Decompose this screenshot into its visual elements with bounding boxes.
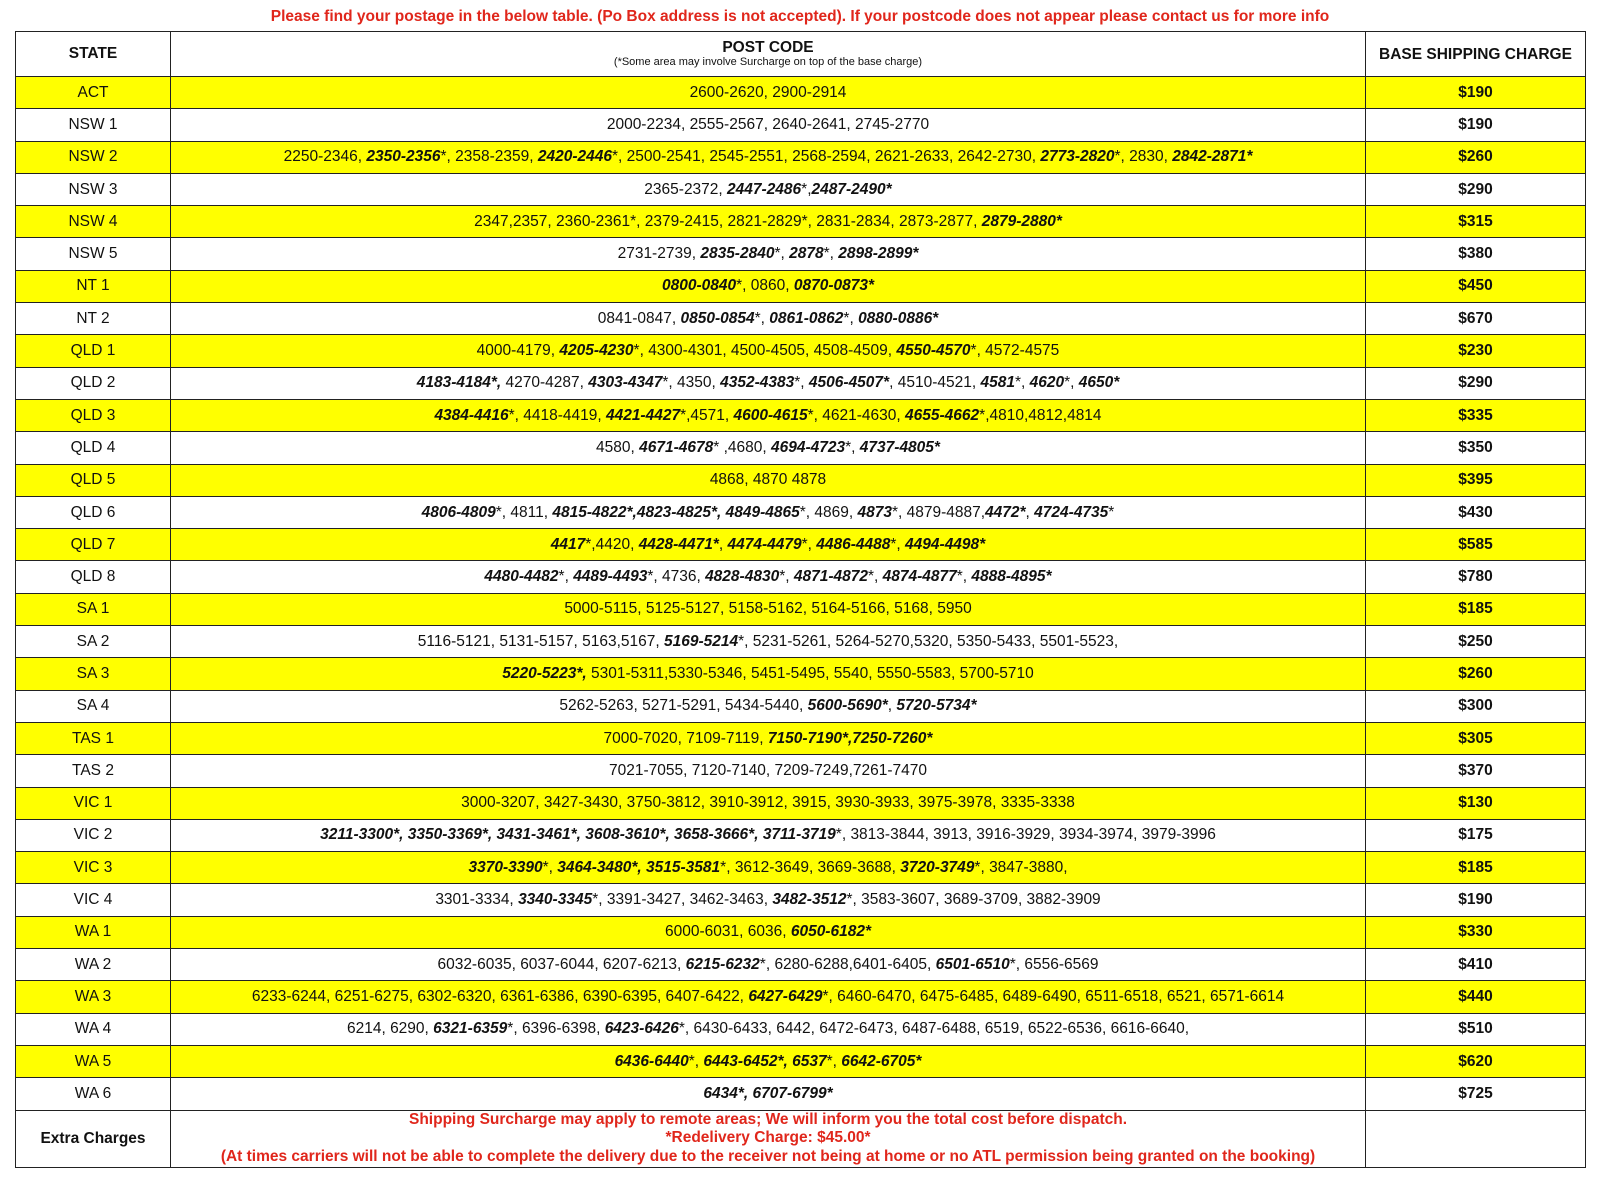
surcharge-postcode-range: 4888-4895* [971,568,1052,586]
state-cell: QLD 1 [16,335,171,367]
state-cell: VIC 4 [16,884,171,916]
surcharge-postcode-range: 4474-4479 [727,535,802,553]
postcode-cell: 4384-4416*, 4418-4419, 4421-4427*,4571, 4600-4615*, 4621-4630, 4655-4662*,4810,4812,4814 [171,399,1366,431]
state-cell: WA 2 [16,949,171,981]
surcharge-postcode-range: 3720-3749 [900,858,975,876]
price-cell: $395 [1366,464,1586,496]
price-cell: $370 [1366,755,1586,787]
state-cell: TAS 2 [16,755,171,787]
state-cell: QLD 8 [16,561,171,593]
table-row [16,399,1586,431]
postcode-cell: 2000-2234, 2555-2567, 2640-2641, 2745-2770 [171,109,1366,141]
surcharge-postcode-range: 6436-6440 [614,1052,689,1070]
state-cell: WA 4 [16,1013,171,1045]
postcode-cell: 0841-0847, 0850-0854*, 0861-0862*, 0880-0886* [171,303,1366,335]
surcharge-postcode-range: 4724-4735 [1034,503,1109,521]
state-cell: SA 1 [16,593,171,625]
surcharge-postcode-range: 2420-2446 [537,148,612,166]
surcharge-postcode-range: 6434*, 6707-6799* [703,1084,833,1102]
surcharge-postcode-range: 4620 [1029,374,1065,392]
extra-charges-label: Extra Charges [16,1110,171,1167]
shipping-rate-table [15,31,1586,1168]
surcharge-postcode-range: 6427-6429 [748,987,823,1005]
table-row [16,109,1586,141]
price-cell: $670 [1366,303,1586,335]
state-cell: NSW 5 [16,238,171,270]
state-cell: VIC 1 [16,787,171,819]
postcode-column-header [171,32,1366,77]
postcode-cell: 4806-4809*, 4811, 4815-4822*,4823-4825*, 4849-4865*, 4869, 4873*, 4879-4887,4472*, 4724-4735* [171,496,1366,528]
state-cell: NT 2 [16,303,171,335]
surcharge-postcode-range: 0850-0854 [680,309,755,327]
surcharge-postcode-range: 0880-0886* [858,309,939,327]
price-cell: $330 [1366,916,1586,948]
price-cell: $430 [1366,496,1586,528]
surcharge-postcode-range: 0861-0862 [769,309,844,327]
postcode-cell: 3370-3390*, 3464-3480*, 3515-3581*, 3612-3649, 3669-3688, 3720-3749*, 3847-3880, [171,852,1366,884]
postcode-cell: 4868, 4870 4878 [171,464,1366,496]
table-row [16,819,1586,851]
price-cell: $250 [1366,626,1586,658]
surcharge-postcode-range: 0800-0840 [661,277,737,295]
state-cell: WA 6 [16,1078,171,1110]
state-cell: WA 1 [16,916,171,948]
table-row [16,77,1586,109]
state-cell: WA 5 [16,1045,171,1077]
table-row [16,981,1586,1013]
surcharge-postcode-range: 3211-3300*, 3350-3369*, 3431-3461*, 3608-3610*, 3658-3666*, 3711-3719 [320,826,836,844]
table-row [16,561,1586,593]
surcharge-postcode-range: 4873 [857,503,892,521]
postcode-cell: 2347,2357, 2360-2361*, 2379-2415, 2821-2829*, 2831-2834, 2873-2877, 2879-2880* [171,206,1366,238]
table-row [16,270,1586,302]
postcode-cell: 4000-4179, 4205-4230*, 4300-4301, 4500-4505, 4508-4509, 4550-4570*, 4572-4575 [171,335,1366,367]
surcharge-postcode-range: 3370-3390 [468,858,543,876]
surcharge-postcode-range: 4494-4498* [905,535,986,553]
postcode-cell: 4183-4184*, 4270-4287, 4303-4347*, 4350, 4352-4383*, 4506-4507*, 4510-4521, 4581*, 4620*, 4650* [171,367,1366,399]
price-cell: $335 [1366,399,1586,431]
postcode-cell: 4480-4482*, 4489-4493*, 4736, 4828-4830*, 4871-4872*, 4874-4877*, 4888-4895* [171,561,1366,593]
price-cell: $230 [1366,335,1586,367]
surcharge-postcode-range: 4828-4830 [705,568,780,586]
price-cell: $780 [1366,561,1586,593]
surcharge-postcode-range: 3482-3512 [772,891,847,909]
surcharge-postcode-range: 4428-4471* [638,535,719,553]
postcode-cell: 3000-3207, 3427-3430, 3750-3812, 3910-3912, 3915, 3930-3933, 3975-3978, 3335-3338 [171,787,1366,819]
table-row [16,916,1586,948]
notice-banner: Please find your postage in the below table. (Po Box address is not accepted). If your postcode does not appear please contact us for more info [270,8,1330,25]
postcode-cell: 6436-6440*, 6443-6452*, 6537*, 6642-6705* [171,1045,1366,1077]
state-cell: NSW 4 [16,206,171,238]
postcode-cell: 2250-2346, 2350-2356*, 2358-2359, 2420-2446*, 2500-2541, 2545-2551, 2568-2594, 2621-2633, 2642-2730, 2773-2820*, 2830, 2842-2871* [171,141,1366,173]
price-cell: $585 [1366,529,1586,561]
surcharge-postcode-range: 2842-2871* [1172,148,1253,166]
price-cell: $350 [1366,432,1586,464]
surcharge-postcode-range: 4303-4347 [588,374,663,392]
state-cell: QLD 7 [16,529,171,561]
state-cell: SA 4 [16,690,171,722]
surcharge-postcode-range: 4489-4493 [573,568,648,586]
table-row [16,496,1586,528]
price-cell: $380 [1366,238,1586,270]
postcode-cell: 6233-6244, 6251-6275, 6302-6320, 6361-6386, 6390-6395, 6407-6422, 6427-6429*, 6460-6470, 6475-6485, 6489-6490, 6511-6518, 6521, 6571-6614 [171,981,1366,1013]
price-cell: $290 [1366,367,1586,399]
surcharge-postcode-range: 5169-5214 [664,632,739,650]
table-row [16,755,1586,787]
shipping-rate-sheet [15,0,1585,1168]
surcharge-postcode-range: 4600-4615 [733,406,808,424]
price-cell: $260 [1366,658,1586,690]
price-cell: $300 [1366,690,1586,722]
state-cell: QLD 5 [16,464,171,496]
state-cell: QLD 3 [16,399,171,431]
price-cell: $185 [1366,593,1586,625]
price-cell: $315 [1366,206,1586,238]
postcode-cell: 6032-6035, 6037-6044, 6207-6213, 6215-6232*, 6280-6288,6401-6405, 6501-6510*, 6556-6569 [171,949,1366,981]
price-cell: $190 [1366,109,1586,141]
surcharge-postcode-range: 2773-2820 [1040,148,1115,166]
postcode-cell: 3301-3334, 3340-3345*, 3391-3427, 3462-3463, 3482-3512*, 3583-3607, 3689-3709, 3882-3909 [171,884,1366,916]
surcharge-postcode-range: 5720-5734* [896,697,977,715]
table-row [16,303,1586,335]
state-cell: WA 3 [16,981,171,1013]
surcharge-postcode-range: 4581 [980,374,1015,392]
surcharge-postcode-range: 6050-6182* [790,923,871,941]
postcode-cell: 5000-5115, 5125-5127, 5158-5162, 5164-5166, 5168, 5950 [171,593,1366,625]
surcharge-postcode-range: 4737-4805* [859,438,940,456]
extra-charges-line3: (At times carriers will not be able to complete the delivery due to the receiver not being at home or no ATL permission being granted on the booking) [220,1147,1316,1165]
surcharge-postcode-range: 2350-2356 [366,148,441,166]
price-cell: $190 [1366,77,1586,109]
state-cell: TAS 1 [16,722,171,754]
surcharge-postcode-range: 4486-4488 [816,535,891,553]
state-cell: VIC 3 [16,852,171,884]
state-cell: NSW 1 [16,109,171,141]
surcharge-postcode-range: 2447-2486 [727,180,802,198]
table-header-row [16,32,1586,77]
extra-charges-row [16,1110,1586,1167]
table-row [16,884,1586,916]
extra-charges-empty-cell [1366,1110,1586,1167]
price-cell: $620 [1366,1045,1586,1077]
surcharge-postcode-range: 7150-7190*,7250-7260* [767,729,933,747]
table-row [16,464,1586,496]
table-row [16,658,1586,690]
surcharge-postcode-range: 4472* [985,503,1026,521]
postcode-cell: 2365-2372, 2447-2486*,2487-2490* [171,173,1366,205]
extra-charges-line2: *Redelivery Charge: $45.00* [665,1129,871,1147]
table-row [16,1013,1586,1045]
postcode-cell: 6214, 6290, 6321-6359*, 6396-6398, 6423-6426*, 6430-6433, 6442, 6472-6473, 6487-6488, 6519, 6522-6536, 6616-6640, [171,1013,1366,1045]
surcharge-postcode-range: 3340-3345 [518,891,593,909]
surcharge-postcode-range: 2878 [789,245,824,263]
surcharge-postcode-range: 3464-3480*, 3515-3581 [557,858,721,876]
charge-column-header: BASE SHIPPING CHARGE [1366,32,1586,77]
surcharge-postcode-range: 4352-4383 [720,374,795,392]
table-row [16,335,1586,367]
table-row [16,1045,1586,1077]
table-row [16,173,1586,205]
surcharge-postcode-range: 4550-4570 [896,342,971,360]
postcode-cell: 7021-7055, 7120-7140, 7209-7249,7261-7470 [171,755,1366,787]
price-cell: $440 [1366,981,1586,1013]
surcharge-postcode-range: 6423-6426 [604,1020,679,1038]
table-row [16,529,1586,561]
state-cell: NSW 3 [16,173,171,205]
state-cell: ACT [16,77,171,109]
surcharge-postcode-range: 4806-4809 [421,503,496,521]
price-cell: $190 [1366,884,1586,916]
surcharge-postcode-range: 4650* [1078,374,1120,392]
postcode-cell: 2600-2620, 2900-2914 [171,77,1366,109]
price-cell: $410 [1366,949,1586,981]
table-body [16,77,1586,1168]
table-row [16,238,1586,270]
postcode-cell: 5220-5223*, 5301-5311,5330-5346, 5451-5495, 5540, 5550-5583, 5700-5710 [171,658,1366,690]
postcode-cell: 0800-0840*, 0860, 0870-0873* [171,270,1366,302]
postcode-cell: 3211-3300*, 3350-3369*, 3431-3461*, 3608-3610*, 3658-3666*, 3711-3719*, 3813-3844, 3913, 3916-3929, 3934-3974, 3979-3996 [171,819,1366,851]
state-cell: QLD 6 [16,496,171,528]
state-cell: VIC 2 [16,819,171,851]
state-cell: NSW 2 [16,141,171,173]
surcharge-postcode-range: 2835-2840 [700,245,775,263]
surcharge-postcode-range: 2898-2899* [838,245,919,263]
table-row [16,949,1586,981]
table-row [16,593,1586,625]
surcharge-postcode-range: 4421-4427 [605,406,681,424]
price-cell: $450 [1366,270,1586,302]
table-row [16,206,1586,238]
surcharge-postcode-range: 6215-6232 [685,955,760,973]
price-cell: $510 [1366,1013,1586,1045]
postcode-cell: 5116-5121, 5131-5157, 5163,5167, 5169-5214*, 5231-5261, 5264-5270,5320, 5350-5433, 5501-5523, [171,626,1366,658]
state-cell: SA 2 [16,626,171,658]
table-row [16,690,1586,722]
state-column-header: STATE [16,32,171,77]
table-row [16,787,1586,819]
price-cell: $175 [1366,819,1586,851]
state-cell: QLD 4 [16,432,171,464]
table-row [16,1078,1586,1110]
price-cell: $305 [1366,722,1586,754]
surcharge-postcode-range: 4874-4877 [882,568,957,586]
surcharge-postcode-range: 4417 [550,535,586,553]
surcharge-postcode-range: 6501-6510 [935,955,1010,973]
surcharge-postcode-range: 5600-5690* [807,697,888,715]
extra-charges-line1: Shipping Surcharge may apply to remote areas; We will inform you the total cost before dispatch. [408,1110,1128,1128]
table-row [16,852,1586,884]
table-row [16,626,1586,658]
surcharge-postcode-range: 4815-4822*,4823-4825*, 4849-4865 [552,503,800,521]
table-row [16,367,1586,399]
surcharge-postcode-range: 2879-2880* [981,212,1062,230]
surcharge-postcode-range: 0870-0873* [793,277,875,295]
price-cell: $185 [1366,852,1586,884]
table-row [16,141,1586,173]
surcharge-postcode-range: 2487-2490* [811,180,892,198]
surcharge-postcode-range: 4671-4678 [639,438,714,456]
postcode-cell: 5262-5263, 5271-5291, 5434-5440, 5600-5690*, 5720-5734* [171,690,1366,722]
extra-charges-message [171,1110,1366,1167]
surcharge-postcode-range: 4655-4662 [905,406,980,424]
surcharge-postcode-range: 6642-6705* [841,1052,922,1070]
postcode-cell: 4417*,4420, 4428-4471*, 4474-4479*, 4486-4488*, 4494-4498* [171,529,1366,561]
state-cell: QLD 2 [16,367,171,399]
surcharge-postcode-range: 6443-6452*, 6537 [703,1052,827,1070]
surcharge-postcode-range: 4205-4230 [559,342,634,360]
postcode-cell: 7000-7020, 7109-7119, 7150-7190*,7250-7260* [171,722,1366,754]
surcharge-postcode-range: 4506-4507* [808,374,890,392]
table-row [16,432,1586,464]
surcharge-postcode-range: 4480-4482 [484,568,559,586]
state-cell: NT 1 [16,270,171,302]
postcode-header-note: (*Some area may involve Surcharge on top of the base charge) [613,56,923,68]
price-cell: $260 [1366,141,1586,173]
surcharge-postcode-range: 5220-5223*, [502,664,587,682]
state-cell: SA 3 [16,658,171,690]
surcharge-postcode-range: 6321-6359 [433,1020,508,1038]
surcharge-postcode-range: 4183-4184*, [416,374,502,392]
surcharge-postcode-range: 4694-4723 [771,438,846,456]
price-cell: $130 [1366,787,1586,819]
surcharge-postcode-range: 4384-4416 [434,406,509,424]
surcharge-postcode-range: 4871-4872 [793,568,868,586]
postcode-cell: 2731-2739, 2835-2840*, 2878*, 2898-2899* [171,238,1366,270]
table-row [16,722,1586,754]
postcode-cell: 4580, 4671-4678* ,4680, 4694-4723*, 4737-4805* [171,432,1366,464]
price-cell: $290 [1366,173,1586,205]
postcode-cell: 6000-6031, 6036, 6050-6182* [171,916,1366,948]
postcode-header-title: POST CODE [722,39,814,56]
postcode-cell [171,1078,1366,1110]
price-cell: $725 [1366,1078,1586,1110]
